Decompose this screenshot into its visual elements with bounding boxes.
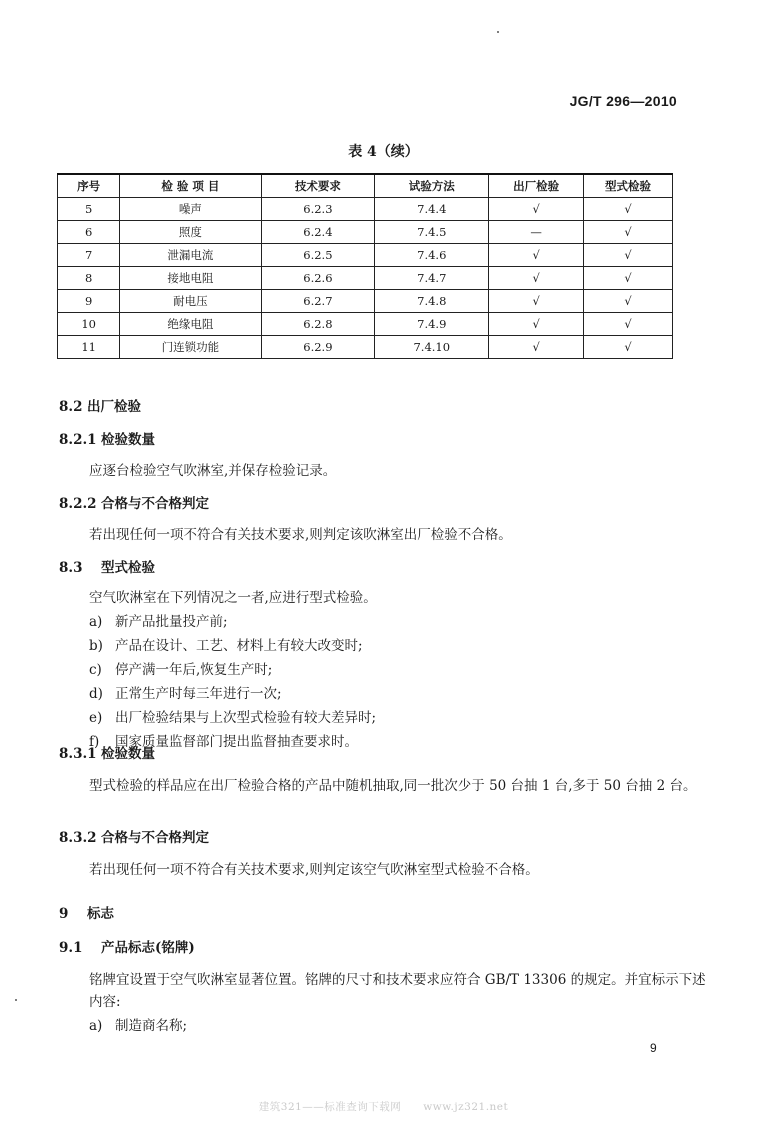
list-item-text: 停产满一年后,恢复生产时; bbox=[115, 662, 273, 678]
table-cell: √ bbox=[489, 336, 584, 359]
column-header: 检 验 项 目 bbox=[120, 174, 261, 198]
section-8-2-heading bbox=[59, 398, 141, 416]
table-cell: √ bbox=[489, 267, 584, 290]
inspection-table bbox=[57, 173, 673, 359]
list-item bbox=[89, 613, 228, 631]
paragraph: 若出现任何一项不符合有关技术要求,则判定该空气吹淋室型式检验不合格。 bbox=[89, 862, 539, 878]
table-cell: √ bbox=[584, 267, 673, 290]
page-number: 9 bbox=[650, 1041, 657, 1055]
table-caption: 表 4（续） bbox=[348, 144, 419, 160]
table-header-row bbox=[58, 174, 673, 198]
column-header: 技术要求 bbox=[261, 174, 375, 198]
list-item bbox=[89, 661, 272, 679]
list-item-text: 正常生产时每三年进行一次; bbox=[115, 686, 282, 702]
list-marker: a) bbox=[89, 614, 103, 630]
table-row bbox=[58, 336, 673, 359]
footer-watermark: 建筑321——标准查询下载网 www.jz321.net bbox=[258, 1101, 509, 1113]
list-marker: a) bbox=[89, 1018, 103, 1034]
section-title: 标志 bbox=[87, 906, 114, 922]
table-cell: 照度 bbox=[120, 221, 261, 244]
table-cell: 7.4.5 bbox=[375, 221, 489, 244]
list-marker: b) bbox=[89, 638, 103, 654]
table-cell: √ bbox=[584, 244, 673, 267]
table-cell: √ bbox=[489, 290, 584, 313]
paragraph bbox=[59, 775, 709, 797]
table-row bbox=[58, 267, 673, 290]
list-item bbox=[89, 709, 376, 727]
section-title: 型式检验 bbox=[101, 560, 155, 576]
table-cell: 门连锁功能 bbox=[120, 336, 261, 359]
list-marker: e) bbox=[89, 710, 103, 726]
table-cell: — bbox=[489, 221, 584, 244]
paragraph bbox=[59, 969, 709, 1013]
list-item-text: 产品在设计、工艺、材料上有较大改变时; bbox=[115, 638, 363, 654]
table-cell: √ bbox=[584, 198, 673, 221]
section-title: 出厂检验 bbox=[87, 399, 141, 415]
section-title: 检验数量 bbox=[101, 432, 155, 448]
section-8-3-1-heading bbox=[59, 745, 155, 763]
table-cell: 6.2.4 bbox=[261, 221, 375, 244]
table-cell: 7.4.4 bbox=[375, 198, 489, 221]
table-cell: √ bbox=[584, 313, 673, 336]
section-8-3-2-heading bbox=[59, 829, 209, 847]
table-cell: 6.2.8 bbox=[261, 313, 375, 336]
section-number: 8.3.1 bbox=[59, 746, 97, 762]
table-cell: 11 bbox=[58, 336, 120, 359]
table-cell: 7 bbox=[58, 244, 120, 267]
table-cell: 7.4.8 bbox=[375, 290, 489, 313]
table-cell: 5 bbox=[58, 198, 120, 221]
table-cell: √ bbox=[489, 244, 584, 267]
list-marker: f) bbox=[89, 734, 100, 750]
table-cell: √ bbox=[584, 290, 673, 313]
list-item-text: 新产品批量投产前; bbox=[115, 614, 228, 630]
paragraph: 若出现任何一项不符合有关技术要求,则判定该吹淋室出厂检验不合格。 bbox=[89, 527, 512, 543]
table-cell: 6.2.7 bbox=[261, 290, 375, 313]
table-cell: 7.4.9 bbox=[375, 313, 489, 336]
table-row bbox=[58, 198, 673, 221]
table-cell: 6.2.9 bbox=[261, 336, 375, 359]
column-header: 试验方法 bbox=[375, 174, 489, 198]
table-cell: 6.2.6 bbox=[261, 267, 375, 290]
list-marker: d) bbox=[89, 686, 103, 702]
section-8-3-heading bbox=[59, 559, 155, 577]
section-number: 8.3.2 bbox=[59, 830, 97, 846]
list-item-text: 出厂检验结果与上次型式检验有较大差异时; bbox=[115, 710, 377, 726]
table-cell: √ bbox=[489, 313, 584, 336]
section-9-heading bbox=[59, 905, 114, 923]
section-title: 检验数量 bbox=[101, 746, 155, 762]
table-cell: 噪声 bbox=[120, 198, 261, 221]
section-number: 8.2.2 bbox=[59, 496, 97, 512]
section-number: 9 bbox=[59, 906, 69, 922]
table-row bbox=[58, 244, 673, 267]
table-cell: 耐电压 bbox=[120, 290, 261, 313]
list-marker: c) bbox=[89, 662, 102, 678]
section-8-2-2-heading bbox=[59, 495, 209, 513]
table-cell: 泄漏电流 bbox=[120, 244, 261, 267]
table-cell: 7.4.10 bbox=[375, 336, 489, 359]
table-cell: √ bbox=[584, 336, 673, 359]
table-cell: 7.4.6 bbox=[375, 244, 489, 267]
list-item bbox=[89, 685, 282, 703]
table-cell: 10 bbox=[58, 313, 120, 336]
table-cell: 6.2.5 bbox=[261, 244, 375, 267]
table-cell: 6 bbox=[58, 221, 120, 244]
section-title: 产品标志(铭牌) bbox=[101, 940, 195, 956]
list-item-text: 制造商名称; bbox=[115, 1018, 188, 1034]
section-9-1-heading bbox=[59, 939, 195, 957]
table-cell: 6.2.3 bbox=[261, 198, 375, 221]
section-title: 合格与不合格判定 bbox=[101, 830, 209, 846]
table-cell: √ bbox=[584, 221, 673, 244]
table-cell: 接地电阻 bbox=[120, 267, 261, 290]
paragraph: 应逐台检验空气吹淋室,并保存检验记录。 bbox=[89, 463, 337, 479]
table-row bbox=[58, 221, 673, 244]
table-row bbox=[58, 290, 673, 313]
paragraph: 空气吹淋室在下列情况之一者,应进行型式检验。 bbox=[89, 590, 377, 606]
scan-speck bbox=[497, 31, 499, 33]
section-number: 8.2 bbox=[59, 399, 83, 415]
table-cell: 7.4.7 bbox=[375, 267, 489, 290]
table-cell: √ bbox=[489, 198, 584, 221]
standard-code: JG/T 296—2010 bbox=[569, 93, 677, 109]
section-number: 8.3 bbox=[59, 560, 83, 576]
paragraph-text: 型式检验的样品应在出厂检验合格的产品中随机抽取,同一批次少于 50 台抽 1 台,多于 50 台抽 2 台。 bbox=[89, 778, 697, 794]
table-cell: 8 bbox=[58, 267, 120, 290]
table-cell: 9 bbox=[58, 290, 120, 313]
paragraph-text: 铭牌宜设置于空气吹淋室显著位置。铭牌的尺寸和技术要求应符合 GB/T 13306 的规定。并宜标示下述内容: bbox=[89, 972, 706, 1010]
column-header: 序号 bbox=[58, 174, 120, 198]
section-title: 合格与不合格判定 bbox=[101, 496, 209, 512]
section-8-2-1-heading bbox=[59, 431, 155, 449]
table-row bbox=[58, 313, 673, 336]
list-item bbox=[89, 1017, 187, 1035]
table-cell: 绝缘电阻 bbox=[120, 313, 261, 336]
section-number: 8.2.1 bbox=[59, 432, 97, 448]
list-item bbox=[89, 637, 363, 655]
column-header: 出厂检验 bbox=[489, 174, 584, 198]
column-header: 型式检验 bbox=[584, 174, 673, 198]
section-number: 9.1 bbox=[59, 940, 83, 956]
scan-speck bbox=[15, 999, 17, 1001]
list-item-text: 国家质量监督部门提出监督抽查要求时。 bbox=[115, 734, 358, 750]
